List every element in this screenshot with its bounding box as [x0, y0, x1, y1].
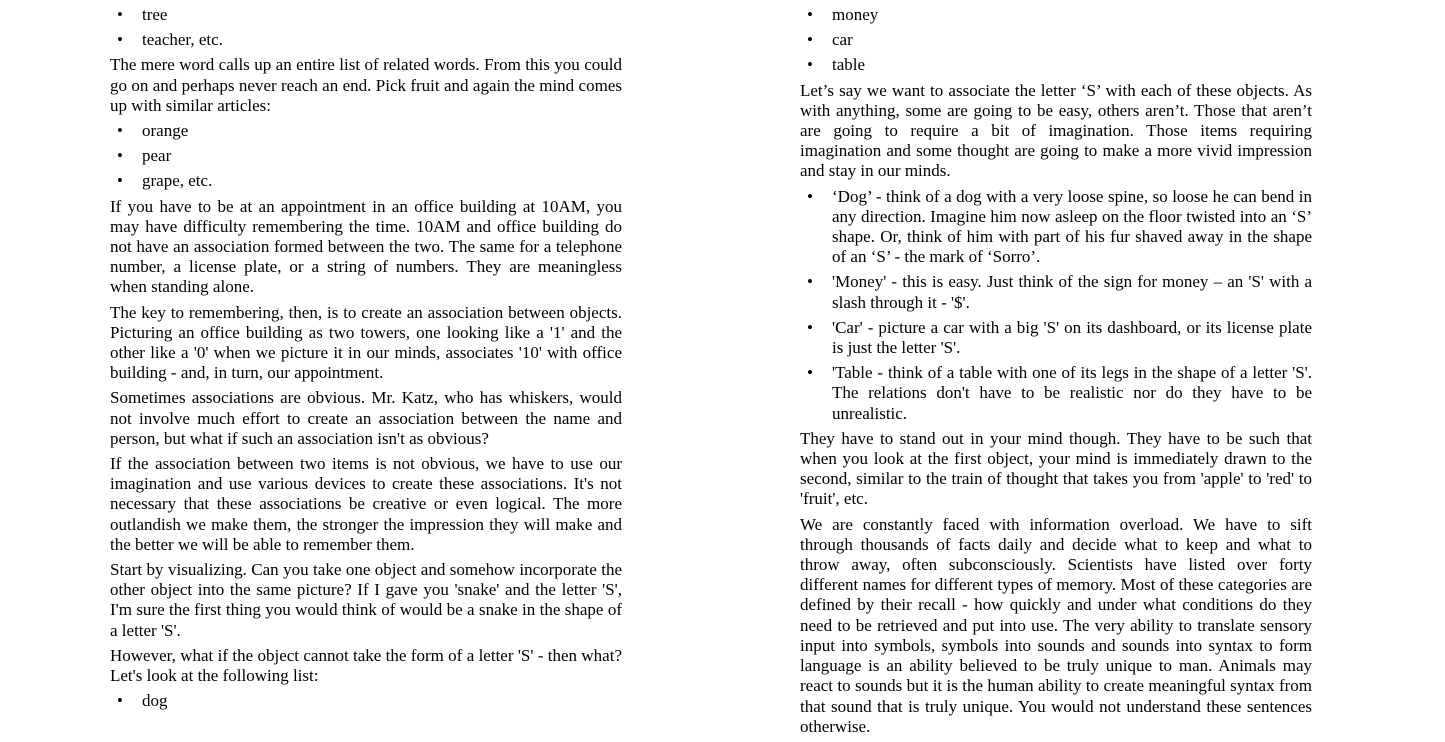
bullet-list — [110, 121, 622, 192]
bullet-icon: • — [807, 317, 813, 337]
list-item: • car — [807, 30, 853, 50]
list-item: • table — [807, 55, 866, 75]
right-column — [800, 5, 1312, 742]
list-item: • grape, etc. — [117, 171, 213, 191]
bullet-icon: • — [117, 121, 123, 141]
bullet-icon: • — [807, 272, 813, 292]
bullet-icon: • — [807, 363, 813, 383]
bullet-list — [800, 187, 1312, 424]
paragraph: The key to remembering, then, is to create an association between objects. Picturing an office building as two towers, one looking like a '1' and the other like a '0' when we picture it in our minds, associates '10' with office building - and, in turn, our appointment. — [110, 302, 622, 383]
bullet-icon: • — [117, 5, 123, 24]
left-column — [110, 5, 622, 717]
paragraph: If the association between two items is not obvious, we have to use our imagination and use various devices to create these associations. It's not necessary that these associations be creative or even logical. The more outlandish we make them, the stronger the impression they will make and the better we will be able to remember them. — [110, 454, 622, 554]
paragraph: They have to stand out in your mind though. They have to be such that when you look at the first object, your mind is immediately drawn to the second, similar to the train of thought that takes you from 'apple' to 'red' to 'fruit', etc. — [800, 428, 1312, 509]
list-item: • 'Table - think of a table with one of its legs in the shape of a letter 'S'. The relations don't have to be realistic nor do they have to be unrealistic. — [807, 363, 1312, 423]
list-item: • 'Car' - picture a car with a big 'S' on its dashboard, or its license plate is just the letter 'S'. — [807, 317, 1312, 358]
bullet-icon: • — [117, 171, 123, 191]
paragraph: Sometimes associations are obvious. Mr. Katz, who has whiskers, would not involve much effort to create an association between the name and person, but what if such an association isn't as obvious? — [110, 388, 622, 448]
bullet-icon: • — [807, 55, 813, 75]
list-item: • pear — [117, 146, 172, 166]
list-item: • orange — [117, 121, 189, 141]
paragraph: The mere word calls up an entire list of related words. From this you could go on and perhaps never reach an end. Pick fruit and again the mind comes up with similar articles: — [110, 55, 622, 115]
bullet-icon: • — [117, 691, 123, 711]
paragraph: However, what if the object cannot take the form of a letter 'S' - then what? Let's look at the following list: — [110, 645, 622, 686]
bullet-icon: • — [117, 146, 123, 166]
list-item: • 'Money' - this is easy. Just think of the sign for money – an 'S' with a slash through it - '$'. — [807, 272, 1312, 312]
list-item: • tree — [117, 5, 168, 24]
list-item: • ‘Dog’ - think of a dog with a very loose spine, so loose he can bend in any direction. Imagine him now asleep on the floor twisted into an ‘S’ shape. Or, think of him with part of his fur shaved away in the shape of an ‘S’ - the mark of ‘Sorro’. — [807, 186, 1312, 267]
bullet-icon: • — [807, 30, 813, 50]
paragraph: We are constantly faced with information overload. We have to sift through thousands of facts daily and decide what to keep and what to throw away, often subconsciously. Scientists have listed over forty different names for different types of memory. Most of these categories are defined by their recall - how quickly and under what conditions do they need to be retrieved and put into use. The very ability to translate sensory input into symbols, symbols into sounds and sounds into syntax to form language is an ability believed to be truly unique to man. Animals may react to sounds but it is the human ability to create meaningful syntax from that sound that is truly unique. You would not understand these sentences otherwise. — [800, 514, 1312, 736]
bullet-icon: • — [807, 5, 813, 24]
list-item: • dog — [117, 691, 168, 711]
bullet-list — [110, 5, 622, 50]
bullet-icon: • — [117, 30, 123, 50]
paragraph: Start by visualizing. Can you take one object and somehow incorporate the other object into the same picture? If I gave you 'snake' and the letter 'S', I'm sure the first thing you would think of would be a snake in the shape of a letter 'S'. — [110, 560, 622, 640]
paragraph: Let’s say we want to associate the letter ‘S’ with each of these objects. As with anything, some are going to be easy, others aren’t. Those that aren’t are going to require a bit of imagination. Those items requiring imagination and some thought are going to make a more vivid impression and stay in our minds. — [800, 80, 1312, 181]
bullet-list — [800, 5, 1312, 76]
list-item: • teacher, etc. — [117, 30, 223, 50]
list-item: • money — [807, 5, 879, 24]
bullet-list — [110, 691, 622, 711]
bullet-icon: • — [807, 186, 813, 206]
paragraph: If you have to be at an appointment in an office building at 10AM, you may have difficulty remembering the time. 10AM and office building do not have an association formed between the two. The same for a telephone number, a license plate, or a string of numbers. They are meaningless when standing alone. — [110, 196, 622, 297]
